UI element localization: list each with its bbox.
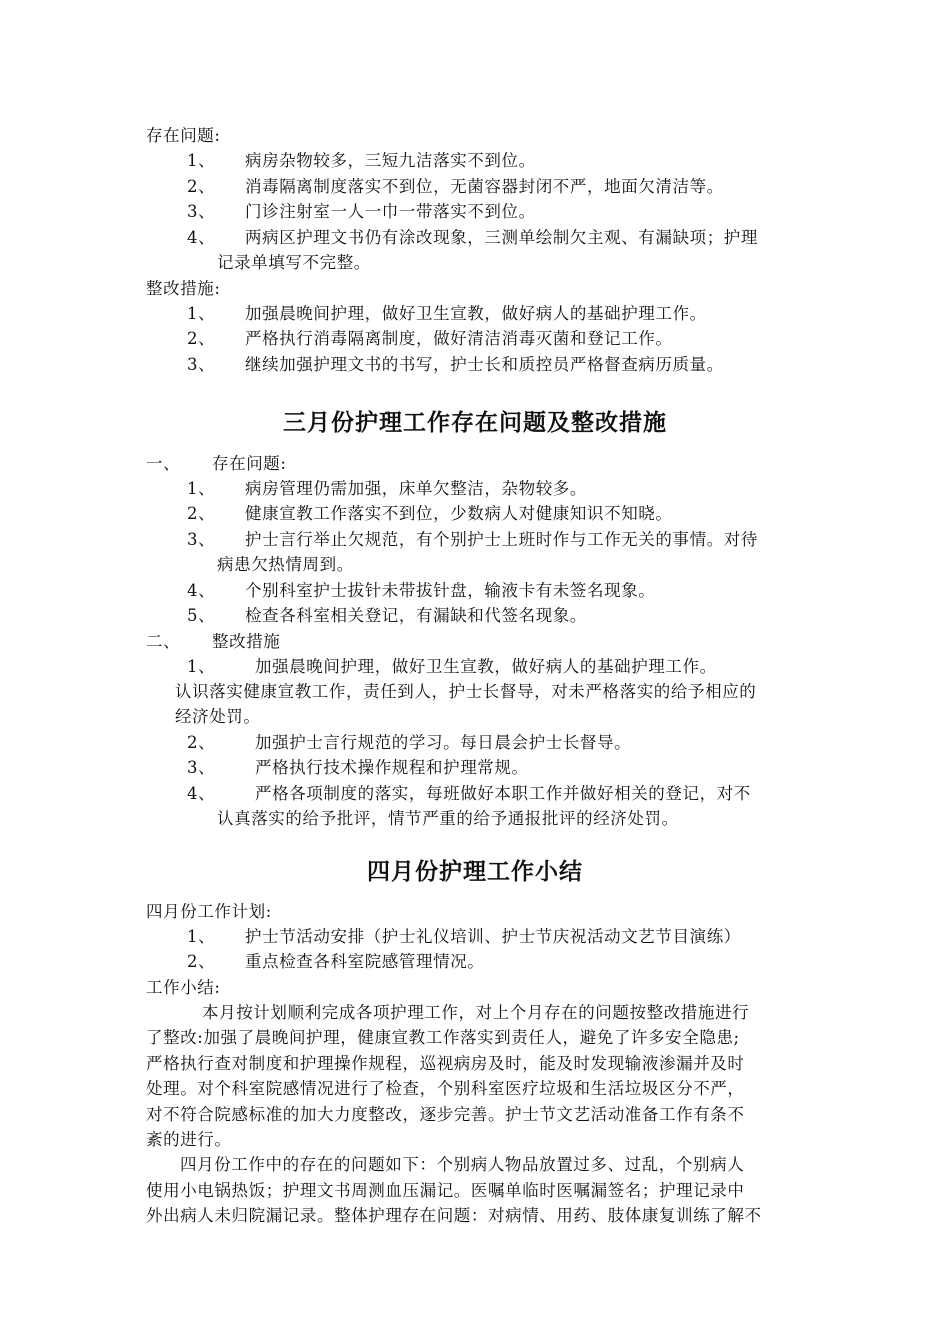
march-measure-1: 1、 加强晨晚间护理，做好卫生宣教，做好病人的基础护理工作。 (187, 657, 717, 676)
april-section-title: 四月份护理工作小结 (367, 859, 583, 885)
march-part2-heading: 二、 整改措施 (146, 632, 281, 651)
problem-item-1: 1、 病房杂物较多，三短九洁落实不到位。 (187, 151, 536, 170)
summary-paragraph2-line1: 四月份工作中的存在的问题如下：个别病人物品放置过多、过乱，个别病人 (180, 1155, 745, 1174)
march-measure-note-line2: 经济处罚。 (175, 707, 261, 726)
march-problem-3: 3、 护士言行举止欠规范，有个别护士上班时作与工作无关的事情。对待 (187, 530, 758, 549)
march-section-title: 三月份护理工作存在问题及整改措施 (283, 410, 667, 436)
summary-paragraph1-line4: 处理。对个科室院感情况进行了检查，个别科室医疗垃圾和生活垃圾区分不严， (146, 1079, 745, 1098)
measure-item-1: 1、 加强晨晚间护理，做好卫生宣教，做好病人的基础护理工作。 (187, 304, 707, 323)
april-plan-2: 2、 重点检查各科室院感管理情况。 (187, 952, 485, 971)
summary-paragraph2-line3: 外出病人未归院漏记录。整体护理存在问题：对病情、用药、肢体康复训练了解不 (146, 1206, 762, 1225)
summary-paragraph1-line3: 严格执行查对制度和护理操作规程，巡视病房及时，能及时发现输液渗漏并及时 (146, 1054, 745, 1073)
april-summary-heading: 工作小结: (146, 978, 221, 997)
april-plan-heading: 四月份工作计划: (146, 902, 272, 921)
summary-paragraph2-line2: 使用小电锅热饭；护理文书周测血压漏记。医嘱单临时医嘱漏签名；护理记录中 (146, 1181, 745, 1200)
march-problem-5: 5、 检查各科室相关登记，有漏缺和代签名现象。 (187, 606, 587, 625)
march-measure-note-line1: 认识落实健康宣教工作，责任到人，护士长督导，对未严格落实的给予相应的 (175, 682, 757, 701)
march-problem-2: 2、 健康宣教工作落实不到位，少数病人对健康知识不知晓。 (187, 504, 673, 523)
april-plan-1: 1、 护士节活动安排（护士礼仪培训、护士节庆祝活动文艺节目演练） (187, 927, 741, 946)
problem-item-3: 3、 门诊注射室一人一巾一带落实不到位。 (187, 202, 536, 221)
summary-paragraph1-line2: 了整改:加强了晨晚间护理，健康宣教工作落实到责任人，避免了许多安全隐患; (146, 1028, 740, 1047)
march-problem-1: 1、 病房管理仍需加强，床单欠整洁，杂物较多。 (187, 479, 587, 498)
measures-heading: 整改措施: (146, 279, 221, 298)
march-part1-heading: 一、 存在问题: (146, 454, 287, 473)
measure-item-2: 2、 严格执行消毒隔离制度，做好清洁消毒灭菌和登记工作。 (187, 329, 673, 348)
problem-item-4: 4、 两病区护理文书仍有涂改现象，三测单绘制欠主观、有漏缺项；护理 (187, 228, 758, 247)
march-measure-3: 3、 严格执行技术操作规程和护理常规。 (187, 758, 529, 777)
summary-paragraph1-line5: 对不符合院感标准的加大力度整改，逐步完善。护士节文艺活动准备工作有条不 (146, 1105, 745, 1124)
march-measure-4: 4、 严格各项制度的落实，每班做好本职工作并做好相关的登记，对不 (187, 784, 751, 803)
summary-paragraph1-line1: 本月按计划顺利完成各项护理工作，对上个月存在的问题按整改措施进行 (202, 1003, 750, 1022)
march-measure-2: 2、 加强护士言行规范的学习。每日晨会护士长督导。 (187, 733, 632, 752)
march-problem-3-continued: 病患欠热情周到。 (217, 555, 354, 574)
problems-heading: 存在问题: (146, 126, 221, 145)
problem-item-4-continued: 记录单填写不完整。 (217, 253, 371, 272)
summary-paragraph1-line6: 紊的进行。 (146, 1130, 232, 1149)
problem-item-2: 2、 消毒隔离制度落实不到位，无菌容器封闭不严，地面欠清洁等。 (187, 177, 724, 196)
march-problem-4: 4、 个别科室护士拔针未带拔针盘，输液卡有未签名现象。 (187, 581, 656, 600)
measure-item-3: 3、 继续加强护理文书的书写，护士长和质控员严格督查病历质量。 (187, 355, 724, 374)
march-measure-4-continued: 认真落实的给予批评，情节严重的给予通报批评的经济处罚。 (217, 809, 679, 828)
